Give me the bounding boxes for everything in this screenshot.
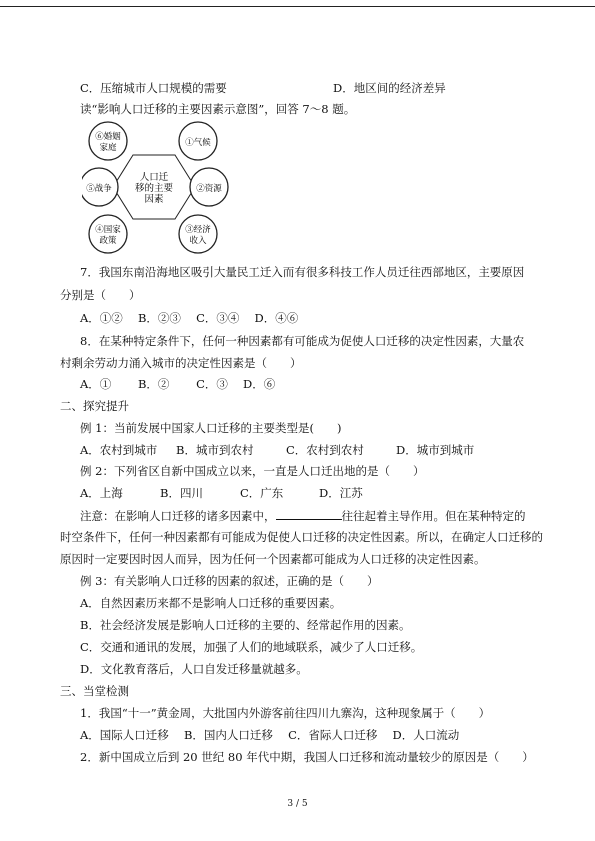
note-text-before-blank: 注意：在影响人口迁移的诸多因素中， — [80, 509, 276, 523]
ex3-option-b: B．社会经济发展是影响人口迁移的主要的、经常起作用的因素。 — [80, 618, 411, 632]
diagram-intro: 读“影响人口迁移的主要因素示意图”，回答 7～8 题。 — [80, 102, 356, 116]
ex3-option-c: C．交通和通讯的发展，加强了人们的地域联系，减少了人口迁移。 — [80, 640, 423, 654]
t1-stem: 1．我国“十一”黄金周，大批国内外游客前往四川九寨沟，这种现象属于（ ） — [80, 706, 491, 720]
t1-options: A．国际人口迁移 B．国内人口迁移 C．省际人口迁移 D．人口流动 — [80, 728, 460, 742]
center-label-3: 因素 — [144, 194, 164, 205]
ex2-option-a: A．上海 — [80, 486, 123, 500]
ex3-option-a: A．自然因素历来都不是影响人口迁移的重要因素。 — [80, 596, 342, 610]
ex2-option-c: C．广东 — [240, 486, 284, 500]
q7-stem-line2: 分别是（ ） — [60, 288, 141, 302]
ex1-option-c: C．农村到农村 — [286, 443, 364, 457]
page-number: 3 / 5 — [287, 799, 308, 809]
ex3-option-d: D．文化教育落后，人口自发迁移量就越多。 — [80, 662, 308, 676]
node-marriage-label-2: 家庭 — [99, 143, 117, 153]
section2-title: 二、探究提升 — [60, 399, 129, 413]
ex2-option-d: D．江苏 — [319, 486, 363, 500]
migration-factors-diagram — [82, 120, 232, 256]
ex1-stem: 例 1：当前发展中国家人口迁移的主要类型是( ) — [80, 421, 342, 435]
t2-stem: 2．新中国成立后到 20 世纪 80 年代中期，我国人口迁移和流动量较少的原因是（ ） — [80, 750, 534, 764]
section3-title: 三、当堂检测 — [60, 684, 129, 698]
q6-option-d: D．地区间的经济差异 — [333, 81, 446, 95]
note-text-after-blank: 往往起着主导作用。但在某种特定的 — [341, 509, 526, 523]
node-war-label: ⑤战争 — [86, 184, 112, 194]
center-label-1: 人口迁 — [139, 172, 169, 183]
note-line3: 原因时一定要因时因人而异，因为任何一个因素都可能成为人口迁移的决定性因素。 — [60, 552, 486, 566]
q8-options: A．① B．② C．③ D．⑥ — [80, 377, 276, 391]
q6-option-c: C．压缩城市人口规模的需要 — [80, 81, 227, 95]
ex1-option-b: B．城市到农村 — [176, 443, 254, 457]
q8-stem-line2: 村剩余劳动力涌入城市的决定性因素是（ ） — [60, 356, 302, 370]
q7-options: A．①② B．②③ C．③④ D．④⑥ — [80, 311, 299, 325]
node-resources-label: ②资源 — [196, 184, 222, 194]
node-economy-label-2: 收入 — [189, 236, 207, 246]
ex2-stem: 例 2：下列省区自新中国成立以来，一直是人口迁出地的是（ ） — [80, 464, 425, 478]
node-policy-label-1: ④国家 — [95, 225, 121, 235]
note-line2: 时空条件下，任何一种因素都有可能成为促使人口迁移的决定性因素。所以，在确定人口迁移的 — [60, 530, 543, 544]
ex1-option-d: D．城市到城市 — [396, 443, 475, 457]
q8-stem-line1: 8．在某种特定条件下，任何一种因素都有可能成为促使人口迁移的决定性因素，大量农 — [80, 334, 525, 348]
node-climate-label: ①气候 — [185, 138, 211, 148]
fill-in-blank[interactable] — [276, 507, 342, 520]
node-economy-label-1: ③经济 — [185, 225, 211, 235]
center-label-2: 移的主要 — [134, 183, 174, 194]
ex2-option-b: B．四川 — [160, 486, 203, 500]
ex1-option-a: A．农村到城市 — [80, 443, 158, 457]
node-marriage-label-1: ⑥婚姻 — [95, 132, 121, 142]
node-policy-label-2: 政策 — [99, 236, 117, 246]
ex3-stem: 例 3：有关影响人口迁移的因素的叙述，正确的是（ ） — [80, 574, 379, 588]
q7-stem-line1: 7．我国东南沿海地区吸引大量民工迁入而有很多科技工作人员迁往西部地区，主要原因 — [80, 265, 525, 279]
note-line1 — [80, 507, 526, 524]
